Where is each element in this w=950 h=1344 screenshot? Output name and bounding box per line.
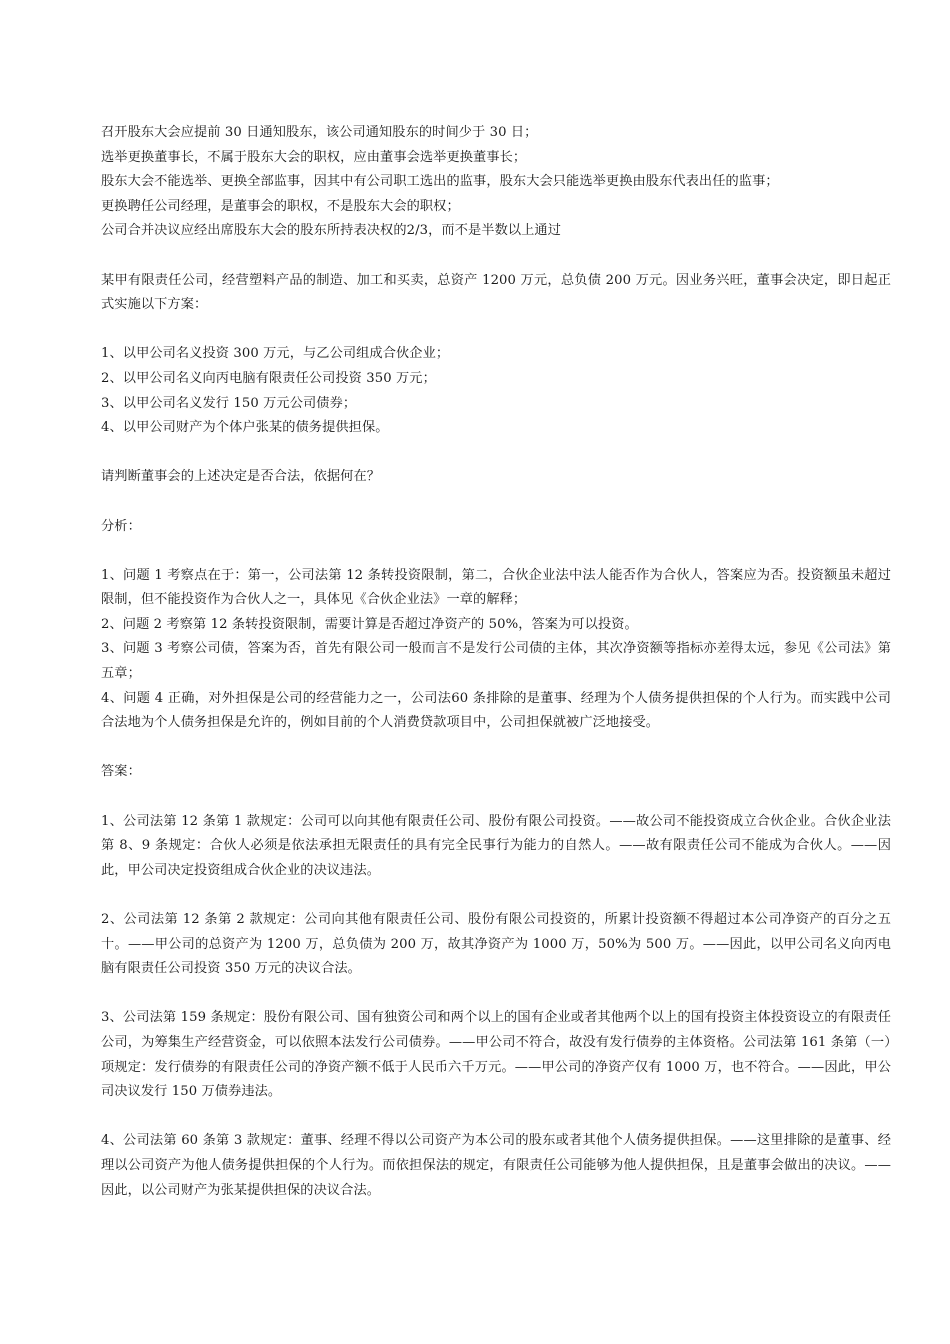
intro-item: 股东大会不能选举、更换全部监事，因其中有公司职工选出的监事，股东大会只能选举更换由股东代表出任的监事；	[101, 174, 779, 190]
analysis-heading: 分析：	[101, 518, 141, 534]
answer-item: 3、公司法第 159 条规定：股份有限公司、国有独资公司和两个以上的国有企业或者其他两个以上的国有投资主体投资设立的有限责任公司，为筹集生产经营资金，可以依照本法发行公司债券。——甲公司不符合，故没有发行债券的主体资格。公司法第 161 条第（一）项规定：发行债券的有限责任公司的净资产额不低于人民币六千万元。——甲公司的净资产仅有 1000 万，也不符合。——因此，甲公司决议发行 150 万债券违法。	[101, 1010, 891, 1100]
spacer	[101, 441, 891, 466]
spacer	[101, 244, 891, 269]
spacer	[101, 318, 891, 343]
answer-item: 1、公司法第 12 条第 1 款规定：公司可以向其他有限责任公司、股份有限公司投资。——故公司不能投资成立合伙企业。合伙企业法第 8、9 条规定：合伙人必须是依法承担无限责任的具有完全民事行为能力的自然人。——故有限责任公司不能成为合伙人。——因此，甲公司决定投资组成合伙企业的决议违法。	[101, 813, 891, 878]
intro-item: 更换聘任公司经理，是董事会的职权，不是股东大会的职权；	[101, 198, 460, 214]
spacer	[101, 490, 891, 515]
plan-item: 1、以甲公司名义投资 300 万元，与乙公司组成合伙企业；	[101, 346, 450, 362]
question: 请判断董事会的上述决定是否合法，依据何在？	[101, 469, 381, 485]
analysis-item: 1、问题 1 考察点在于：第一，公司法第 12 条转投资限制，第二，合伙企业法中法人能否作为合伙人，答案应为否。投资额虽未超过限制，但不能投资作为合伙人之一，具体见《合伙企业法》一章的解释；	[101, 567, 891, 608]
intro-item: 公司合并决议应经出席股东大会的股东所持表决权的2/3，而不是半数以上通过	[101, 223, 562, 239]
analysis-item: 3、问题 3 考察公司债，答案为否，首先有限公司一般而言不是发行公司债的主体，其次净资额等指标亦差得太远，参见《公司法》第五章；	[101, 641, 891, 682]
answer-item: 2、公司法第 12 条第 2 款规定：公司向其他有限责任公司、股份有限公司投资的，所累计投资额不得超过本公司净资产的百分之五十。——甲公司的总资产为 1200 万，总负债为 200 万，故其净资产为 1000 万，50%为 500 万。——因此，以甲公司名义向丙电脑有限责任公司投资 350 万元的决议合法。	[101, 912, 891, 977]
spacer	[101, 736, 891, 761]
intro-item: 选举更换董事长，不属于股东大会的职权，应由董事会选举更换董事长；	[101, 149, 527, 165]
spacer	[101, 539, 891, 564]
answer-item: 4、公司法第 60 条第 3 款规定：董事、经理不得以公司资产为本公司的股东或者其他个人债务提供担保。——这里排除的是董事、经理以公司资产为他人债务提供担保的个人行为。而依担保法的规定，有限责任公司能够为他人提供担保，且是董事会做出的决议。——因此，以公司财产为张某提供担保的决议合法。	[101, 1133, 891, 1198]
analysis-item: 2、问题 2 考察第 12 条转投资限制，需要计算是否超过净资产的 50%，答案为可以投资。	[101, 616, 638, 632]
spacer	[101, 982, 891, 1007]
spacer	[101, 785, 891, 810]
plan-item: 4、以甲公司财产为个体户张某的债务提供担保。	[101, 420, 389, 436]
analysis-item: 4、问题 4 正确，对外担保是公司的经营能力之一，公司法60 条排除的是董事、经理为个人债务提供担保的个人行为。而实践中公司合法地为个人债务担保是允许的，例如目前的个人消费贷款项目中，公司担保就被广泛地接受。	[101, 690, 891, 731]
case-intro: 某甲有限责任公司，经营塑料产品的制造、加工和买卖，总资产 1200 万元，总负债 200 万元。因业务兴旺，董事会决定，即日起正式实施以下方案：	[101, 272, 891, 313]
plan-item: 2、以甲公司名义向丙电脑有限责任公司投资 350 万元；	[101, 370, 436, 386]
intro-item: 召开股东大会应提前 30 日通知股东，该公司通知股东的时间少于 30 日；	[101, 125, 538, 140]
plan-item: 3、以甲公司名义发行 150 万元公司债券；	[101, 395, 357, 411]
spacer	[101, 883, 891, 908]
spacer	[101, 1105, 891, 1130]
document-body	[101, 121, 891, 1203]
answer-heading: 答案：	[101, 764, 141, 780]
